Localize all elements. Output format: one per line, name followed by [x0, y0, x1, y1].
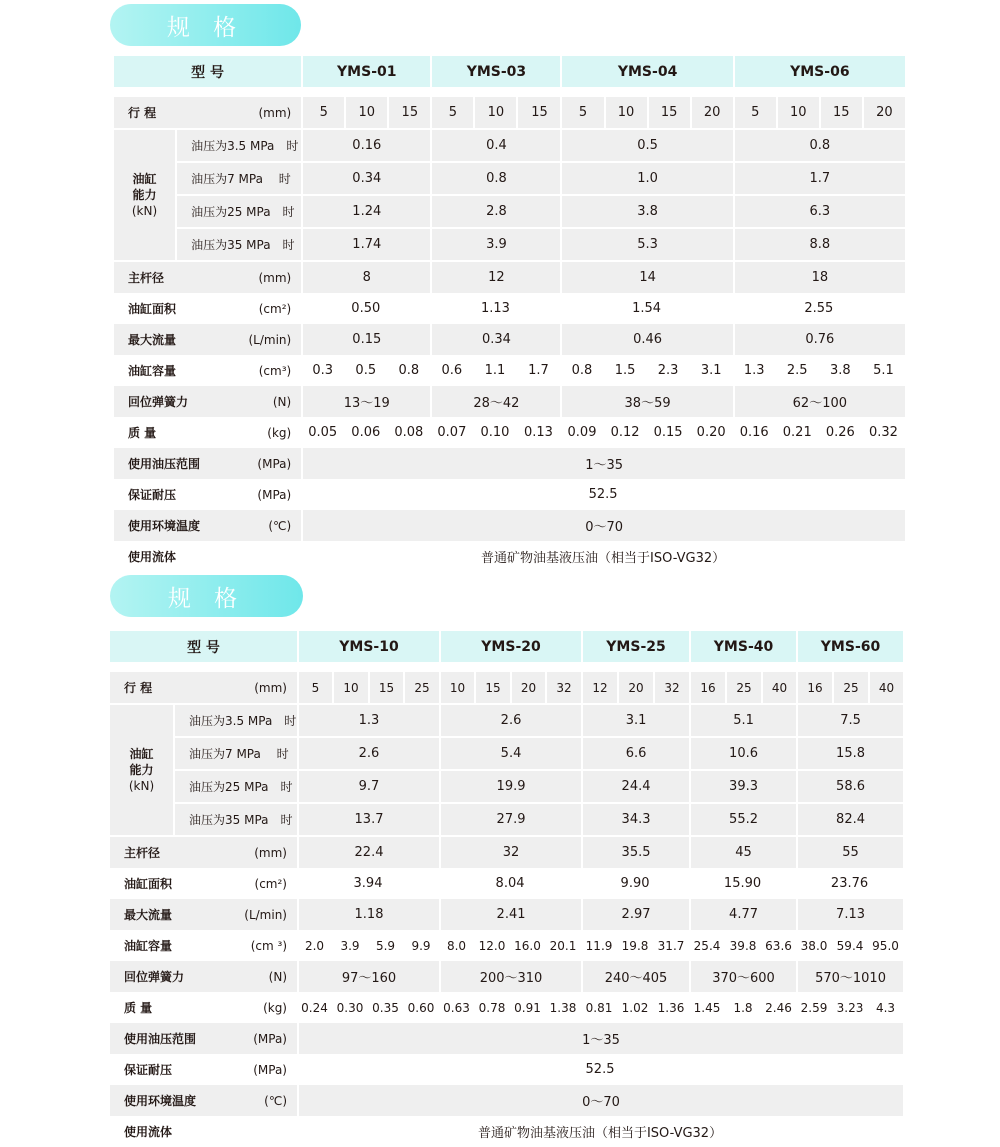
flow-value: 2.97: [581, 899, 689, 930]
stroke-value: 32: [545, 672, 581, 703]
volume-label: 油缸容量: [128, 364, 177, 378]
model-name: YMS-60: [796, 631, 903, 662]
area-value: 2.55: [804, 301, 834, 316]
capacity-unit: (kN): [128, 779, 155, 793]
fluid-row: [114, 541, 905, 572]
proof-value: 52.5: [585, 1062, 615, 1077]
volume-value: 0.5: [355, 363, 377, 378]
mass-value: 0.91: [514, 1000, 541, 1015]
volume-value: 0.6: [441, 363, 463, 378]
mass-value: 0.15: [653, 425, 683, 440]
stroke-value: 15: [516, 97, 560, 128]
model-header-row: [114, 56, 905, 87]
mass-value: 0.81: [585, 1000, 613, 1015]
mass-value: 1.8: [733, 1000, 753, 1015]
flow-row: [110, 899, 903, 930]
model-name: YMS-04: [560, 56, 732, 87]
capacity-value: 6.3: [733, 194, 905, 227]
stroke-value: 5: [430, 97, 473, 128]
capacity-condition: 油压为35 MPa 时: [175, 227, 301, 260]
model-name: YMS-25: [581, 631, 689, 662]
capacity-value: 24.4: [581, 769, 689, 802]
volume-value: 2.3: [657, 363, 679, 378]
mass-value: 0.13: [523, 425, 553, 440]
flow-row: [114, 324, 905, 355]
spring-value: 28～42: [430, 386, 560, 417]
section-heading-text: 规 格: [167, 585, 246, 612]
volume-value: 3.9: [340, 938, 360, 953]
stroke-unit: (mm): [175, 97, 301, 128]
mass-unit: (kg): [267, 425, 292, 440]
capacity-value: 8.8: [733, 227, 905, 260]
area-unit: (cm²): [254, 876, 287, 891]
stroke-value: 25: [832, 672, 868, 703]
volume-value: 25.4: [693, 938, 721, 953]
capacity-value: 5.1: [689, 703, 796, 736]
rod-value: 12: [430, 260, 560, 293]
capacity-value: 0.16: [301, 128, 430, 161]
mass-value: 0.78: [478, 1000, 506, 1015]
volume-value: 0.8: [571, 363, 593, 378]
model-label: 型 号: [114, 56, 301, 87]
capacity-value: 10.6: [689, 736, 796, 769]
capacity-label-line: 能力: [129, 763, 154, 777]
stroke-value: 10: [604, 97, 647, 128]
pressure-range-unit: (MPa): [173, 1023, 297, 1054]
stroke-value: 20: [862, 97, 905, 128]
stroke-value: 25: [403, 672, 439, 703]
proof-label: 保证耐压: [124, 1063, 173, 1077]
mass-value: 0.05: [308, 425, 338, 440]
capacity-label-line: 油缸: [129, 747, 154, 761]
capacity-label: [114, 128, 175, 260]
volume-value: 3.8: [829, 363, 851, 378]
rod-value: 22.4: [297, 835, 439, 868]
volume-value: 9.9: [411, 938, 431, 953]
proof-value: 52.5: [588, 487, 618, 502]
mass-value: 2.59: [800, 1000, 828, 1015]
capacity-row: [110, 703, 903, 736]
temp-unit: (℃): [175, 510, 301, 541]
proof-unit: (MPa): [253, 1062, 287, 1077]
spring-unit: (N): [173, 961, 297, 992]
capacity-value: 1.24: [301, 194, 430, 227]
capacity-condition: 油压为3.5 MPa 时: [173, 703, 297, 736]
mass-row: [114, 417, 905, 448]
capacity-value: 0.4: [430, 128, 560, 161]
volume-unit: (cm³): [258, 363, 292, 378]
capacity-value: 13.7: [297, 802, 439, 835]
capacity-unit: (kN): [131, 204, 158, 218]
mass-value: 0.60: [407, 1000, 435, 1015]
rod-row: [110, 835, 903, 868]
capacity-value: 2.6: [439, 703, 581, 736]
spring-label: 回位弹簧力: [110, 961, 173, 992]
spring-value: 240～405: [581, 961, 689, 992]
stroke-value: 12: [581, 672, 617, 703]
spec-table-1: [114, 56, 905, 572]
area-row: [114, 293, 905, 324]
mass-value: 0.35: [372, 1000, 399, 1015]
capacity-value: 1.0: [560, 161, 732, 194]
volume-value: 19.8: [621, 938, 649, 953]
pressure-range-row: [110, 1023, 903, 1054]
rod-label: 主杆径: [110, 835, 173, 868]
fluid-value: 普通矿物油基液压油（相当于ISO-VG32）: [481, 551, 726, 566]
rod-value: 45: [689, 835, 796, 868]
stroke-value: 15: [368, 672, 403, 703]
rod-unit: (mm): [173, 835, 297, 868]
volume-value: 5.9: [375, 938, 396, 953]
fluid-spacer: [175, 541, 301, 572]
flow-label: 最大流量: [114, 324, 175, 355]
capacity-row: [110, 736, 903, 769]
model-name: YMS-10: [297, 631, 439, 662]
volume-value: 63.6: [765, 938, 792, 953]
capacity-row: [114, 128, 905, 161]
volume-value: 1.7: [528, 363, 549, 378]
spring-unit: (N): [175, 386, 301, 417]
mass-row: [110, 992, 903, 1023]
capacity-condition: 油压为3.5 MPa 时: [175, 128, 301, 161]
capacity-value: 15.8: [796, 736, 903, 769]
stroke-value: 10: [439, 672, 474, 703]
model-name: YMS-40: [689, 631, 796, 662]
stroke-value: 5: [297, 672, 332, 703]
pressure-range-unit: (MPa): [175, 448, 301, 479]
mass-value: 0.21: [782, 425, 812, 440]
capacity-condition: 油压为25 MPa 时: [173, 769, 297, 802]
capacity-label: [110, 703, 173, 835]
pressure-range-value: 1～35: [297, 1023, 903, 1054]
capacity-condition: 油压为25 MPa 时: [175, 194, 301, 227]
fluid-spacer: [173, 1116, 297, 1147]
mass-value: 0.08: [394, 425, 424, 440]
capacity-value: 0.8: [430, 161, 560, 194]
rod-value: 8: [301, 260, 430, 293]
capacity-value: 5.4: [439, 736, 581, 769]
volume-value: 1.5: [614, 363, 636, 378]
mass-label: 质 量: [124, 1001, 153, 1015]
volume-value: 8.0: [446, 938, 467, 953]
flow-value: 0.76: [733, 324, 905, 355]
mass-value: 1.38: [549, 1000, 577, 1015]
rod-unit: (mm): [175, 260, 301, 293]
rod-label: 主杆径: [114, 260, 175, 293]
flow-unit: (L/min): [175, 324, 301, 355]
stroke-value: 10: [473, 97, 516, 128]
area-label: 油缸面积: [128, 302, 177, 316]
spring-value: 570～1010: [796, 961, 903, 992]
stroke-value: 5: [733, 97, 776, 128]
capacity-value: 0.8: [733, 128, 905, 161]
area-value: 0.50: [351, 301, 381, 316]
flow-value: 0.46: [560, 324, 732, 355]
capacity-value: 5.3: [560, 227, 732, 260]
capacity-value: 6.6: [581, 736, 689, 769]
capacity-value: 0.5: [560, 128, 732, 161]
spring-value: 200～310: [439, 961, 581, 992]
area-value: 1.13: [480, 301, 510, 316]
stroke-value: 5: [301, 97, 344, 128]
pressure-range-label: 使用油压范围: [114, 448, 175, 479]
flow-value: 4.77: [689, 899, 796, 930]
volume-value: 5.1: [873, 363, 894, 378]
model-name: YMS-20: [439, 631, 581, 662]
flow-label: 最大流量: [110, 899, 173, 930]
capacity-label-line: 能力: [132, 188, 157, 202]
pressure-range-label: 使用油压范围: [110, 1023, 173, 1054]
rod-value: 18: [733, 260, 905, 293]
volume-value: 38.0: [800, 938, 828, 953]
capacity-row: [110, 802, 903, 835]
section-heading: [110, 4, 301, 46]
flow-unit: (L/min): [173, 899, 297, 930]
capacity-value: 19.9: [439, 769, 581, 802]
proof-label: 保证耐压: [128, 488, 177, 502]
area-value: 1.54: [632, 301, 662, 316]
capacity-value: 2.6: [297, 736, 439, 769]
capacity-value: 2.8: [430, 194, 560, 227]
spring-value: 97～160: [297, 961, 439, 992]
area-value: 8.04: [495, 876, 525, 891]
stroke-value: 10: [344, 97, 387, 128]
capacity-condition: 油压为7 MPa 时: [173, 736, 297, 769]
model-header-row: [110, 631, 903, 662]
volume-row: [114, 355, 905, 386]
capacity-value: 34.3: [581, 802, 689, 835]
stroke-value: 15: [387, 97, 430, 128]
mass-value: 0.26: [825, 425, 855, 440]
fluid-label: 使用流体: [128, 550, 177, 564]
stroke-label: 行 程: [114, 97, 175, 128]
capacity-value: 82.4: [796, 802, 903, 835]
stroke-value: 40: [761, 672, 796, 703]
spacer-row: [114, 87, 905, 97]
flow-value: 0.34: [430, 324, 560, 355]
spring-row: [114, 386, 905, 417]
capacity-row: [110, 769, 903, 802]
pressure-range-value: 1～35: [301, 448, 905, 479]
capacity-condition: 油压为7 MPa 时: [175, 161, 301, 194]
stroke-value: 15: [474, 672, 510, 703]
volume-value: 39.8: [729, 938, 757, 953]
area-unit: (cm²): [258, 301, 292, 316]
stroke-value: 15: [647, 97, 690, 128]
area-row: [110, 868, 903, 899]
capacity-value: 27.9: [439, 802, 581, 835]
temp-label: 使用环境温度: [110, 1085, 173, 1116]
model-label: 型 号: [110, 631, 297, 662]
mass-label: 质 量: [128, 426, 157, 440]
stroke-value: 10: [332, 672, 368, 703]
flow-value: 1.18: [297, 899, 439, 930]
volume-value: 95.0: [872, 938, 899, 953]
stroke-value: 5: [560, 97, 603, 128]
area-label: 油缸面积: [124, 877, 173, 891]
capacity-value: 0.34: [301, 161, 430, 194]
mass-value: 1.02: [621, 1000, 649, 1015]
flow-value: 7.13: [796, 899, 903, 930]
stroke-label: 行 程: [110, 672, 173, 703]
mass-value: 0.24: [301, 1000, 328, 1015]
capacity-row: [114, 161, 905, 194]
mass-value: 0.07: [437, 425, 467, 440]
flow-value: 0.15: [301, 324, 430, 355]
volume-value: 0.8: [398, 363, 420, 378]
capacity-value: 3.1: [581, 703, 689, 736]
volume-label: 油缸容量: [124, 939, 173, 953]
mass-value: 4.3: [875, 1000, 896, 1015]
volume-value: 2.0: [304, 938, 325, 953]
model-name: YMS-06: [733, 56, 905, 87]
rod-row: [114, 260, 905, 293]
section-heading-text: 规 格: [166, 14, 245, 41]
capacity-value: 1.3: [297, 703, 439, 736]
volume-value: 11.9: [585, 938, 613, 953]
volume-unit: (cm ³): [250, 938, 287, 953]
stroke-row: [114, 97, 905, 128]
volume-value: 59.4: [836, 938, 864, 953]
stroke-value: 20: [690, 97, 733, 128]
temp-value: 0～70: [297, 1085, 903, 1116]
volume-value: 31.7: [657, 938, 685, 953]
capacity-value: 1.7: [733, 161, 905, 194]
mass-value: 0.06: [351, 425, 381, 440]
proof-row: [110, 1054, 903, 1085]
mass-value: 0.12: [610, 425, 640, 440]
stroke-value: 15: [819, 97, 862, 128]
temp-row: [114, 510, 905, 541]
volume-row: [110, 930, 903, 961]
rod-value: 14: [560, 260, 732, 293]
capacity-label-line: 油缸: [132, 172, 157, 186]
capacity-value: 7.5: [796, 703, 903, 736]
mass-unit: (kg): [263, 1000, 287, 1015]
spring-value: 38～59: [560, 386, 732, 417]
proof-unit: (MPa): [257, 487, 292, 502]
temp-value: 0～70: [301, 510, 905, 541]
spring-value: 370～600: [689, 961, 796, 992]
temp-row: [110, 1085, 903, 1116]
fluid-row: [110, 1116, 903, 1147]
model-name: YMS-03: [430, 56, 560, 87]
mass-value: 0.32: [868, 425, 898, 440]
capacity-value: 58.6: [796, 769, 903, 802]
flow-value: 2.41: [439, 899, 581, 930]
capacity-value: 9.7: [297, 769, 439, 802]
volume-value: 2.5: [786, 363, 808, 378]
stroke-value: 20: [510, 672, 545, 703]
area-value: 9.90: [620, 876, 650, 891]
spring-value: 62～100: [733, 386, 905, 417]
spring-label: 回位弹簧力: [114, 386, 175, 417]
spring-value: 13～19: [301, 386, 430, 417]
stroke-value: 20: [617, 672, 653, 703]
mass-value: 0.20: [696, 425, 726, 440]
stroke-value: 16: [689, 672, 725, 703]
volume-value: 12.0: [478, 938, 506, 953]
mass-value: 0.09: [567, 425, 597, 440]
stroke-value: 40: [868, 672, 903, 703]
capacity-row: [114, 227, 905, 260]
temp-label: 使用环境温度: [114, 510, 175, 541]
volume-value: 1.3: [743, 363, 765, 378]
volume-value: 20.1: [549, 938, 577, 953]
capacity-value: 3.9: [430, 227, 560, 260]
area-value: 23.76: [830, 876, 869, 891]
stroke-unit: (mm): [173, 672, 297, 703]
capacity-value: 1.74: [301, 227, 430, 260]
mass-value: 1.36: [657, 1000, 685, 1015]
section-heading: [110, 575, 303, 617]
volume-value: 0.3: [312, 363, 334, 378]
temp-unit: (℃): [173, 1085, 297, 1116]
stroke-value: 16: [796, 672, 832, 703]
proof-row: [114, 479, 905, 510]
mass-value: 0.63: [443, 1000, 470, 1015]
mass-value: 0.30: [336, 1000, 364, 1015]
capacity-value: 39.3: [689, 769, 796, 802]
stroke-value: 10: [776, 97, 819, 128]
mass-value: 0.16: [739, 425, 769, 440]
volume-value: 3.1: [700, 363, 722, 378]
stroke-row: [110, 672, 903, 703]
mass-value: 0.10: [480, 425, 510, 440]
stroke-value: 25: [725, 672, 761, 703]
mass-value: 2.46: [765, 1000, 792, 1015]
rod-value: 55: [796, 835, 903, 868]
area-value: 15.90: [723, 876, 762, 891]
stroke-value: 32: [653, 672, 689, 703]
rod-value: 32: [439, 835, 581, 868]
model-name: YMS-01: [301, 56, 430, 87]
capacity-value: 3.8: [560, 194, 732, 227]
capacity-row: [114, 194, 905, 227]
fluid-value: 普通矿物油基液压油（相当于ISO-VG32）: [477, 1126, 723, 1141]
mass-value: 3.23: [836, 1000, 864, 1015]
spring-row: [110, 961, 903, 992]
spacer-row: [110, 662, 903, 672]
capacity-condition: 油压为35 MPa 时: [173, 802, 297, 835]
volume-value: 16.0: [514, 938, 541, 953]
area-value: 3.94: [353, 876, 383, 891]
fluid-label: 使用流体: [124, 1125, 173, 1139]
rod-value: 35.5: [581, 835, 689, 868]
spec-table-2: [110, 631, 903, 1147]
volume-value: 1.1: [484, 363, 506, 378]
pressure-range-row: [114, 448, 905, 479]
mass-value: 1.45: [693, 1000, 721, 1015]
capacity-value: 55.2: [689, 802, 796, 835]
